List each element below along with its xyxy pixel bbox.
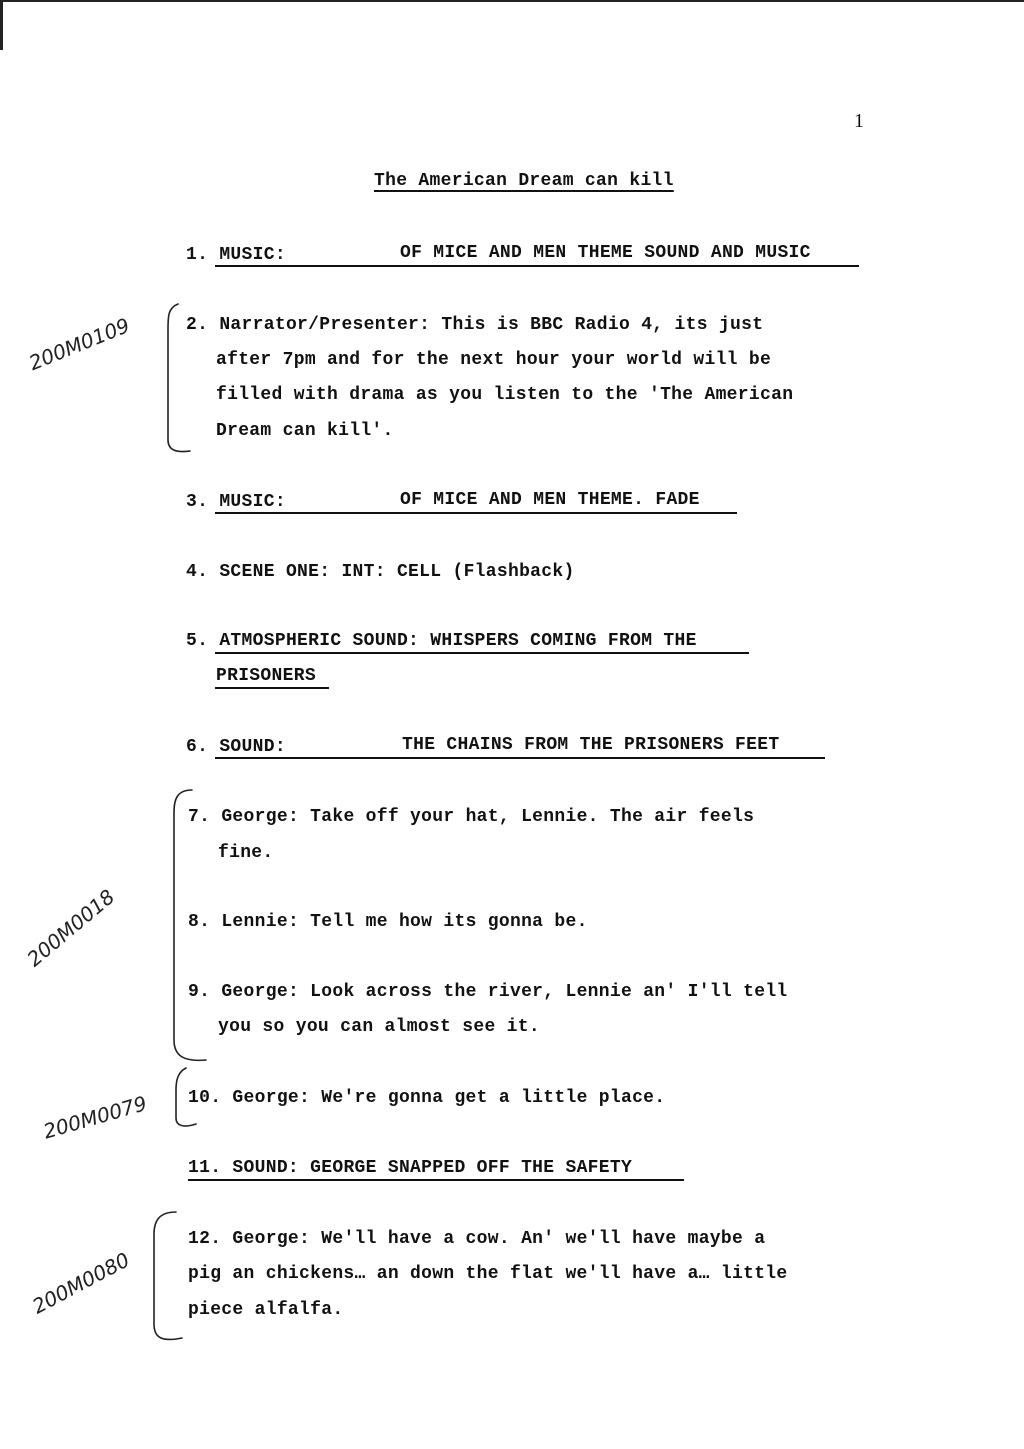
item-number: 7. bbox=[188, 807, 211, 827]
cue-text: THE CHAINS FROM THE PRISONERS FEET bbox=[402, 735, 780, 755]
margin-annotation: 200M0080 bbox=[28, 1247, 134, 1319]
item-5-line-2: PRISONERS bbox=[216, 666, 316, 686]
bracket-items-7-9 bbox=[174, 790, 206, 1060]
dialogue-text: George: Take off your hat, Lennie. The air feels bbox=[221, 807, 755, 827]
bracket-item-12 bbox=[154, 1212, 182, 1339]
cue-text: SOUND: GEORGE SNAPPED OFF THE SAFETY bbox=[232, 1158, 633, 1178]
item-number: 9. bbox=[188, 982, 211, 1002]
margin-annotation: 200M0079 bbox=[40, 1091, 150, 1144]
item-12-line-2: pig an chickens… an down the flat we'll have a… little bbox=[188, 1264, 788, 1284]
item-number: 5. bbox=[186, 631, 209, 651]
cue-label: SOUND: bbox=[219, 737, 286, 757]
item-12-line-3: piece alfalfa. bbox=[188, 1300, 344, 1320]
item-7-line-2: fine. bbox=[218, 843, 274, 863]
item-number: 6. bbox=[186, 737, 209, 757]
item-9-line-2: you so you can almost see it. bbox=[218, 1017, 540, 1037]
dialogue-text: George: We'll have a cow. An' we'll have maybe a bbox=[232, 1229, 766, 1249]
dialogue-text: George: We're gonna get a little place. bbox=[232, 1088, 666, 1108]
item-number: 2. bbox=[186, 315, 209, 335]
item-number: 3. bbox=[186, 492, 209, 512]
item-2-line-4: Dream can kill'. bbox=[216, 421, 394, 441]
page-number: 1 bbox=[854, 110, 864, 132]
bracket-item-2 bbox=[168, 304, 190, 452]
cue-label: MUSIC: bbox=[219, 492, 286, 512]
item-number: 8. bbox=[188, 912, 211, 932]
item-number: 10. bbox=[188, 1088, 222, 1108]
margin-annotation: 200M0018 bbox=[22, 884, 120, 972]
item-number: 1. bbox=[186, 245, 209, 265]
item-2-line-3: filled with drama as you listen to the 'The American bbox=[216, 385, 794, 405]
bracket-item-10 bbox=[176, 1068, 196, 1126]
cue-text: ATMOSPHERIC SOUND: WHISPERS COMING FROM THE bbox=[219, 631, 697, 651]
item-2-line-2: after 7pm and for the next hour your world will be bbox=[216, 350, 772, 370]
item-number: 11. bbox=[188, 1158, 222, 1178]
dialogue-text: Lennie: Tell me how its gonna be. bbox=[221, 912, 588, 932]
scene-heading: SCENE ONE: INT: CELL (Flashback) bbox=[219, 562, 575, 582]
dialogue-text: George: Look across the river, Lennie an' I'll tell bbox=[221, 982, 788, 1002]
cue-text: OF MICE AND MEN THEME SOUND AND MUSIC bbox=[400, 243, 811, 263]
margin-annotation: 200M0109 bbox=[25, 313, 134, 376]
script-title: The American Dream can kill bbox=[374, 171, 674, 191]
cue-text: OF MICE AND MEN THEME. FADE bbox=[400, 490, 700, 510]
item-number: 12. bbox=[188, 1229, 222, 1249]
item-number: 4. bbox=[186, 562, 209, 582]
dialogue-text: Narrator/Presenter: This is BBC Radio 4, its just bbox=[219, 315, 764, 335]
cue-label: MUSIC: bbox=[219, 245, 286, 265]
